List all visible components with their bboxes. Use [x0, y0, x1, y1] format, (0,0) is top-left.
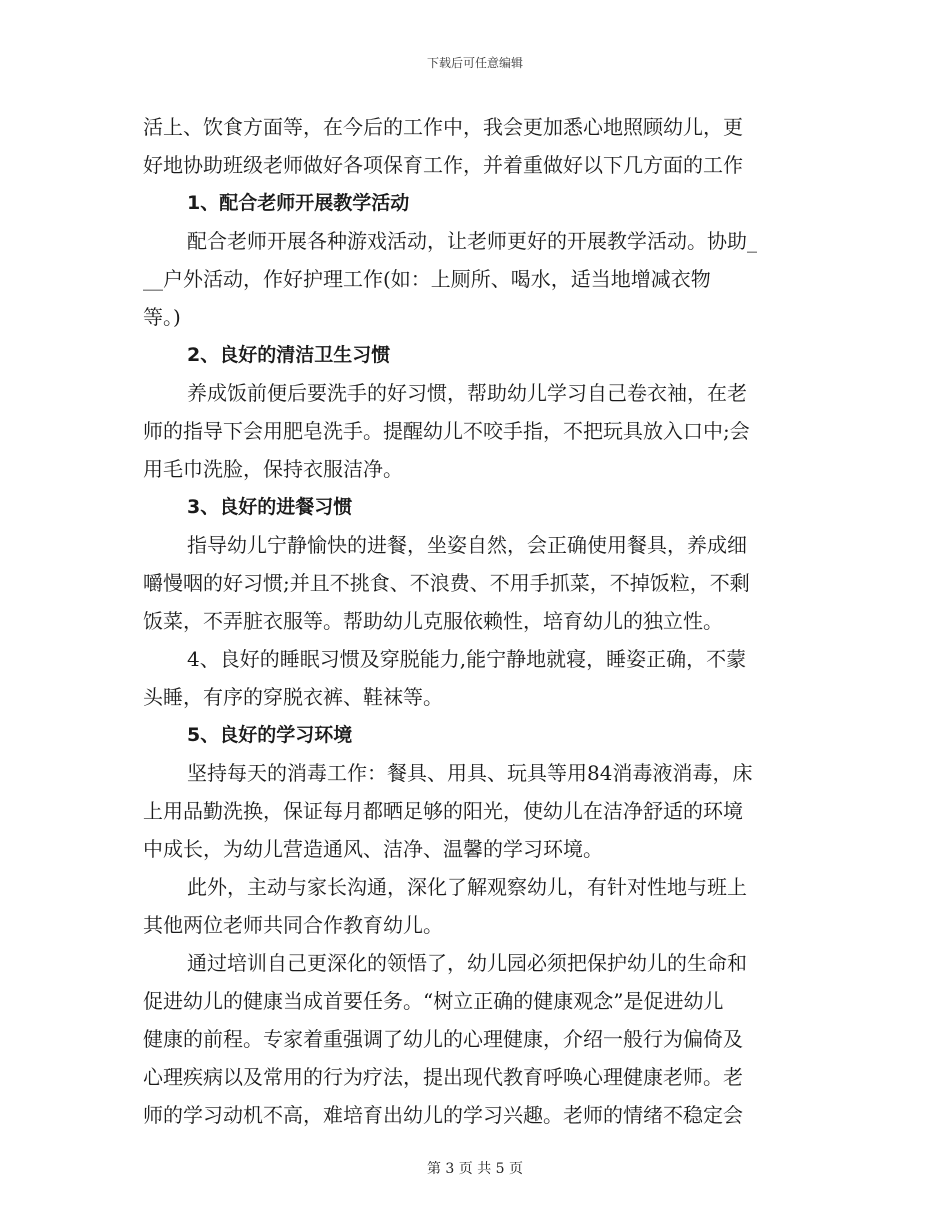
paragraph-line: 嚼慢咽的好习惯;并且不挑食、不浪费、不用手抓菜，不掉饭粒，不剩 [143, 571, 750, 595]
paragraph-line: 头睡，有序的穿脱衣裤、鞋袜等。 [143, 685, 443, 709]
section-heading: 3、良好的进餐习惯 [187, 496, 353, 518]
paragraph-line: 师的指导下会用肥皂洗手。提醒幼儿不咬手指，不把玩具放入口中;会 [143, 419, 750, 443]
section-heading: 2、良好的清洁卫生习惯 [187, 344, 391, 366]
paragraph-line: 养成饭前便后要洗手的好习惯，帮助幼儿学习自己卷衣袖，在老 [187, 381, 747, 405]
paragraph-line: 上用品勤洗换，保证每月都晒足够的阳光，使幼儿在洁净舒适的环境 [143, 799, 743, 823]
document-body [143, 108, 808, 1134]
paragraph-line: 通过培训自己更深化的领悟了，幼儿园必须把保护幼儿的生命和 [187, 951, 747, 975]
paragraph-line: 促进幼儿的健康当成首要任务。“树立正确的健康观念”是促进幼儿 [143, 989, 724, 1013]
paragraph-line: 饭菜，不弄脏衣服等。帮助幼儿克服依赖性，培育幼儿的独立性。 [143, 609, 723, 633]
paragraph-line: 健康的前程。专家着重强调了幼儿的心理健康，介绍一般行为偏倚及 [143, 1027, 743, 1051]
paragraph-line: 此外，主动与家长沟通，深化了解观察幼儿，有针对性地与班上 [187, 875, 747, 899]
paragraph-line: 坚持每天的消毒工作：餐具、用具、玩具等用84消毒液消毒，床 [187, 761, 753, 785]
paragraph-line: 指导幼儿宁静愉快的进餐，坐姿自然，会正确使用餐具，养成细 [187, 533, 747, 557]
page-header: 下载后可任意编辑 [426, 56, 523, 70]
paragraph-line: 中成长，为幼儿营造通风、洁净、温馨的学习环境。 [143, 837, 603, 861]
paragraph-line: 4、良好的睡眠习惯及穿脱能力,能宁静地就寝，睡姿正确，不蒙 [187, 647, 747, 671]
paragraph-line: 配合老师开展各种游戏活动，让老师更好的开展教学活动。协助_ [187, 229, 757, 253]
paragraph-line: 用毛巾洗脸，保持衣服洁净。 [143, 457, 403, 481]
paragraph-line: 好地协助班级老师做好各项保育工作，并着重做好以下几方面的工作 [143, 153, 743, 177]
paragraph-line: 其他两位老师共同合作教育幼儿。 [143, 913, 443, 937]
paragraph-line: 师的学习动机不高，难培育出幼儿的学习兴趣。老师的情绪不稳定会 [143, 1103, 743, 1127]
paragraph-line: 心理疾病以及常用的行为疗法，提出现代教育呼唤心理健康老师。老 [143, 1065, 743, 1089]
section-heading: 5、良好的学习环境 [187, 724, 353, 746]
paragraph-line: 活上、饮食方面等，在今后的工作中，我会更加悉心地照顾幼儿，更 [143, 115, 743, 139]
paragraph-line: 等。) [143, 305, 181, 329]
page-footer: 第 3 页 共 5 页 [426, 1161, 524, 1177]
section-heading: 1、配合老师开展教学活动 [187, 192, 410, 214]
paragraph-line: __户外活动，作好护理工作(如：上厕所、喝水，适当地增减衣物 [143, 267, 711, 291]
